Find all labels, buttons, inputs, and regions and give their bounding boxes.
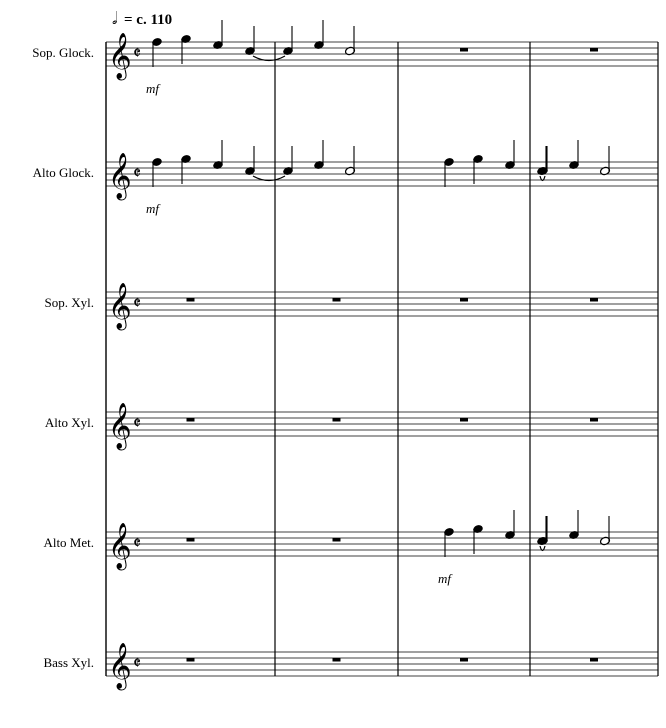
whole-rest — [187, 658, 195, 662]
whole-rest — [590, 658, 598, 662]
whole-rest — [590, 418, 598, 422]
tempo-marking — [112, 9, 172, 28]
instrument-name: Alto Xyl. — [44, 415, 94, 430]
whole-rest — [187, 538, 195, 542]
whole-rest — [590, 48, 598, 52]
whole-rest — [333, 658, 341, 662]
whole-rest — [333, 418, 341, 422]
cut-time-icon: 𝄵 — [133, 533, 142, 553]
cut-time-icon: 𝄵 — [133, 163, 142, 183]
instrument-name: Alto Met. — [43, 535, 94, 550]
whole-rest — [333, 538, 341, 542]
staff — [43, 510, 658, 586]
instrument-name: Alto Glock. — [32, 165, 94, 180]
whole-rest — [460, 418, 468, 422]
instrument-name: Sop. Glock. — [32, 45, 94, 60]
whole-rest — [460, 48, 468, 52]
instrument-name: Sop. Xyl. — [44, 295, 94, 310]
whole-rest — [590, 298, 598, 302]
staff-system — [32, 20, 658, 691]
cut-time-icon: 𝄵 — [133, 293, 142, 313]
treble-clef-icon: 𝄞 — [108, 153, 132, 198]
treble-clef-icon: 𝄞 — [108, 283, 132, 328]
whole-rest — [460, 658, 468, 662]
treble-clef-icon: 𝄞 — [108, 523, 132, 568]
cut-time-icon: 𝄵 — [133, 43, 142, 63]
staff — [43, 643, 658, 691]
treble-clef-icon: 𝄞 — [108, 403, 132, 448]
treble-clef-icon: 𝄞 — [108, 643, 132, 688]
staff — [32, 20, 658, 96]
whole-rest — [187, 418, 195, 422]
dynamic-marking: mf — [438, 571, 451, 586]
dynamic-marking: mf — [146, 201, 159, 216]
instrument-name: Bass Xyl. — [43, 655, 94, 670]
cut-time-icon: 𝄵 — [133, 653, 142, 673]
tempo-text: = c. 110 — [124, 12, 173, 28]
staff — [45, 403, 658, 451]
staff — [33, 140, 658, 216]
dynamic-marking: mf — [146, 81, 159, 96]
whole-rest — [460, 298, 468, 302]
whole-rest — [333, 298, 341, 302]
treble-clef-icon: 𝄞 — [108, 33, 132, 78]
cut-time-icon: 𝄵 — [133, 413, 142, 433]
staff — [45, 283, 658, 331]
tempo-note-icon: 𝅗𝅥 — [112, 9, 118, 28]
whole-rest — [187, 298, 195, 302]
